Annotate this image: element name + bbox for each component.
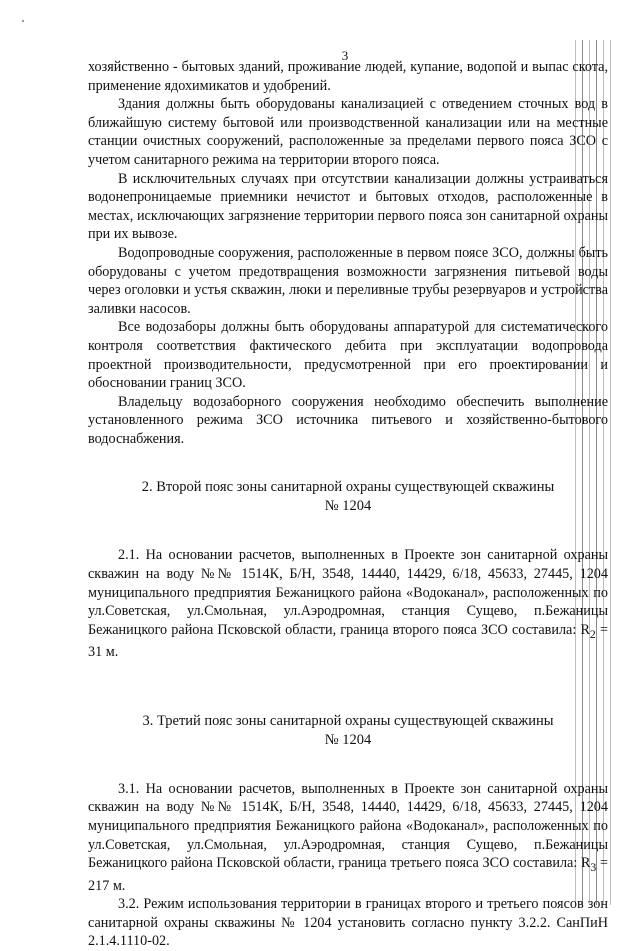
section-3-heading — [88, 712, 608, 750]
section-3-text-1 — [88, 780, 608, 895]
section-2-radius-label: R — [580, 621, 590, 638]
section-2-heading-line2: № 1204 — [324, 498, 372, 515]
section-2-radius-value: = 31 м. — [88, 621, 609, 661]
paragraph: хозяйственно - бытовых зданий, проживание людей, купание, водопой и выпас скота, применение ядохимикатов и удобрений. — [88, 59, 608, 94]
paragraph: В исключительных случаях при отсутствии канализации должны устраиваться водонепроницаемые приемники нечистот и бытовых отходов, расположенные в местах, исключающих загрязнение территории первого пояса зон санитарной охраны при их вывозе. — [88, 170, 608, 243]
section-2-radius-subscript: 2 — [589, 626, 596, 641]
scan-speck — [22, 20, 24, 22]
paragraph: Водопроводные сооружения, расположенные в первом поясе ЗСО, должны быть оборудованы с учетом предотвращения возможности загрязнения питьевой воды через оголовки и устья скважин, люки и переливные трубы резервуаров и устройства заливки насосов. — [88, 244, 608, 317]
document-body — [88, 58, 608, 951]
page-number: 3 — [341, 48, 349, 63]
section-2-body: 2.1. На основании расчетов, выполненных в Проекте зон санитарной охраны скважин на воду №№ 1514К, Б/Н, 3548, 14440, 14429, 6/18, 45633, 27445, 1204 муниципального предприятия Бежаницкого района «Водоканал», расположенных по ул.Советская, ул.Смольная, ул.Аэродромная, станция Сущево, п.Бежаницы Бежаницкого района Псковской области, граница второго пояса ЗСО составила: — [88, 547, 608, 638]
paragraph: Владельцу водозаборного сооружения необходимо обеспечить выполнение установленного режима ЗСО источника питьевого и хозяйственно-бытового водоснабжения. — [88, 393, 608, 447]
section-2-heading-line1: 2. Второй пояс зоны санитарной охраны существующей скважины — [141, 479, 555, 496]
scan-line — [610, 40, 611, 905]
section-2-heading — [88, 478, 608, 516]
section-3-radius-subscript: 3 — [590, 860, 597, 875]
section-2-text — [88, 546, 608, 661]
section-3-heading-line1: 3. Третий пояс зоны санитарной охраны существующей скважины — [142, 712, 554, 729]
paragraph: Здания должны быть оборудованы канализацией с отведением сточных вод в ближайшую систему бытовой или производственной канализации или на местные станции очистных сооружений, расположенные за пределами первого пояса ЗСО с учетом санитарного режима на территории второго пояса. — [88, 96, 608, 168]
section-3-radius-value: = 217 м. — [88, 855, 608, 894]
section-3-text-2: 3.2. Режим использования территории в границах второго и третьего поясов зон санитарной охраны скважины № 1204 установить согласно пункту 3.2.2. СанПиН 2.1.4.1110-02. — [88, 896, 608, 950]
section-3-body: 3.1. На основании расчетов, выполненных в Проекте зон санитарной охраны скважин на воду №№ 1514К, Б/Н, 3548, 14440, 14429, 6/18, 45633, 27445, 1204 муниципального предприятия Бежаницкого района «Водоканал», расположенных по ул.Советская, ул.Смольная, ул.Аэродромная, станция Сущево, п.Бежаницы Бежаницкого района Псковской области, граница третьего пояса ЗСО составила: — [88, 780, 608, 872]
paragraph: Все водозаборы должны быть оборудованы аппаратурой для систематического контроля соответствия фактического дебита при эксплуатации водопровода проектной производительности, предусмотренной при его проектировании и обосновании границ ЗСО. — [88, 319, 608, 392]
section-3-heading-line2: № 1204 — [324, 731, 372, 748]
section-3-radius-label: R — [580, 855, 591, 872]
